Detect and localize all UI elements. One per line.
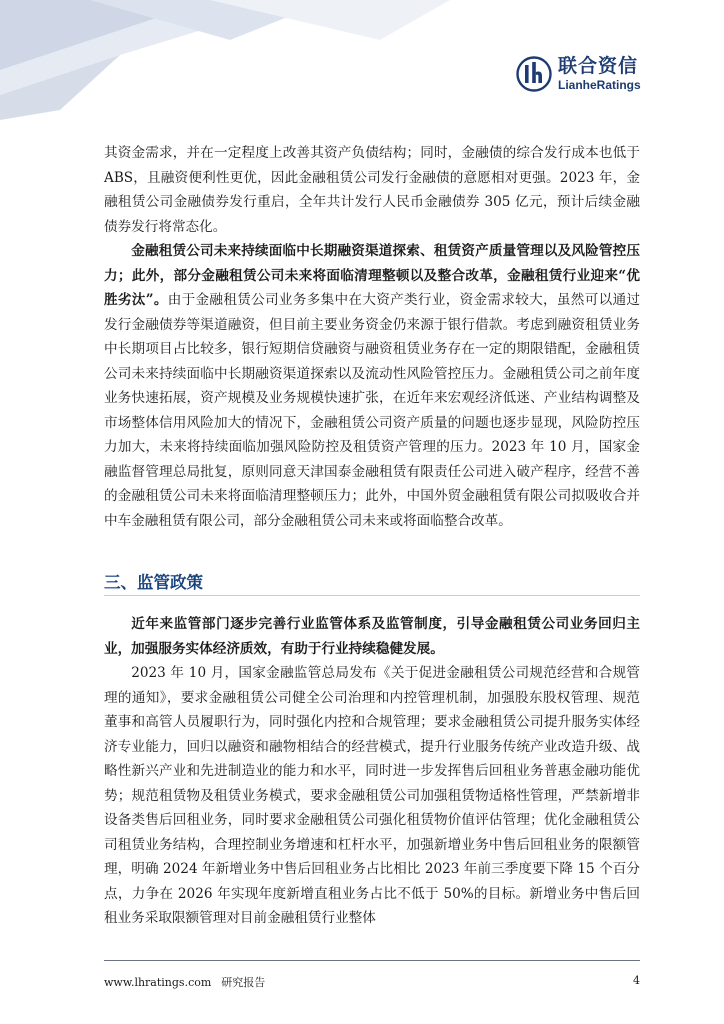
paragraph-financial-bond: 其资金需求，并在一定程度上改善其资产负债结构；同时，金融债的综合发行成本也低于 ABS，且融资便利性更优，因此金融租赁公司发行金融债的意愿相对更强。2023 年，金融租赁公司金融债券发行重启，全年共计发行人民币金融债券 305 亿元，预计后续金融债券发行将常态化。 [104,145,640,235]
paragraph-body-text: 由于金融租赁公司业务多集中在大资产类行业，资金需求较大，虽然可以通过发行金融债券等渠道融资，但目前主要业务资金仍来源于银行借款。考虑到融资租赁业务中长期项目占比较多，银行短期信贷融资与融资租赁业务存在一定的期限错配，金融租赁公司未来持续面临中长期融资渠道探索以及流动性风险管控压力。金融租赁公司之前年度业务快速拓展，资产规模及业务规模快速扩张，在近年来宏观经济低迷、产业结构调整及市场整体信用风险加大的情况下，金融租赁公司资产质量的问题也逐步显现，风险防控压力加大，未来将持续面临加强风险防控及租赁资产管理的压力。2023 年 10 月，国家金融监督管理总局批复，原则同意天津国泰金融租赁有限责任公司进入破产程序，经营不善的金融租赁公司未来将面临清理整顿压力；此外，中国外贸金融租赁有限公司拟吸收合并中车金融租赁有限公司，部分金融租赁公司未来或将面临整合改革。 [104,292,641,529]
footer-url: www.lhratings.com [104,976,212,989]
footer-report-label: 研究报告 [221,976,266,989]
paragraph-regulation-detail: 2023 年 10 月，国家金融监管总局发布《关于促进金融租赁公司规范经营和合规管理的通知》，要求金融租赁公司健全公司治理和内控管理机制，加强股东股权管理、规范董事和高管人员履职行为，同时强化内控和合规管理；要求金融租赁公司提升服务实体经济专业能力，回归以融资和融物相结合的经营模式，提升行业服务传统产业改造升级、战略性新兴产业和先进制造业的能力和水平，同时进一步发挥售后回租业务普惠金融功能优势；规范租赁物及租赁业务模式，要求金融租赁公司加强租赁物适格性管理，严禁新增非设备类售后回租业务，同时要求金融租赁公司强化租赁物价值评估管理；优化金融租赁公司租赁业务结构，合理控制业务增速和杠杆水平，加强新增业务中售后回租业务的限额管理，明确 2024 年新增业务中售后回租业务占比相比 2023 年前三季度要下降 15 个百分点，力争在 2026 年实现年度新增直租业务占比不低于 50%的目标。新增业务中售后回租业务采取限额管理对目前金融租赁行业整体 [104,665,640,926]
lianhe-logo-icon [516,56,552,92]
paragraph-lead-bold: 金融租赁公司未来持续面临中长期融资渠道探索、租赁资产质量管理以及风险管控压力；此外，部分金融租赁公司未来将面临清理整顿以及整合改革，金融租赁行业迎来“优胜劣汰”。 [104,243,640,308]
footer-source [104,974,265,990]
brand-logo [516,54,641,94]
logo-english-name: LianheRatings [558,78,641,92]
report-body [104,141,640,931]
logo-chinese-name: 联合资信 [558,55,639,77]
footer-divider [104,960,640,961]
paragraph-funding-pressure [104,239,640,533]
section-title: 三、监管政策 [104,569,640,596]
page-number: 4 [633,974,640,987]
paragraph-regulation-summary: 近年来监管部门逐步完善行业监管体系及监管制度，引导金融租赁公司业务回归主业，加强服务实体经济质效，有助于行业持续稳健发展。 [104,616,640,657]
